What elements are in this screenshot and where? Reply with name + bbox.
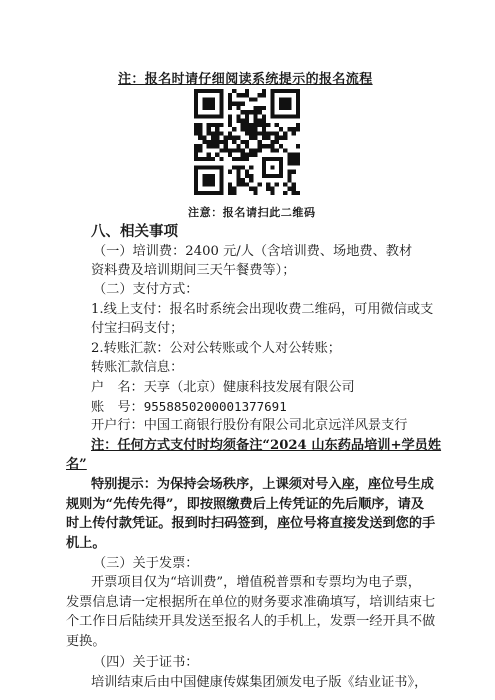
invoice-title: （三）关于发票： xyxy=(93,556,199,571)
bank-label: 开户行： xyxy=(91,418,144,433)
account-number-row xyxy=(91,399,287,416)
account-info-label: 转账汇款信息： xyxy=(91,360,184,375)
qr-code-caption: 注意：报名请扫此二维码 xyxy=(188,206,316,219)
account-name-row xyxy=(91,380,355,396)
fee-line-1: （一）培训费：2400 元/人（含培训费、场地费、教材 xyxy=(93,244,413,259)
payment-remark-line-1: 注：任何方式支付时均须备注“2024 山东药品培训+学员姓 xyxy=(91,438,442,453)
invoice-line-3: 个工作日后陆续开具发送至报名人的手机上，发票一经开具不做 xyxy=(66,614,436,629)
account-name-label: 户 名： xyxy=(91,380,144,395)
payment-online-line-2: 付宝扫码支付； xyxy=(91,321,184,336)
account-number-value: 955885020000137769​1 xyxy=(143,399,287,414)
payment-online-line-1: 1.线上支付：报名时系统会出现收费二维码，可用微信或支 xyxy=(91,302,434,317)
registration-notice: 注：报名时请仔细阅读系统提示的报名流程 xyxy=(118,72,373,87)
invoice-line-1: 开票项目仅为“培训费”，增值税普票和专票均为电子票， xyxy=(91,575,421,590)
registration-qr-code[interactable] xyxy=(194,89,300,195)
bank-row xyxy=(91,418,408,434)
account-number-label: 账 号： xyxy=(91,400,144,415)
tip-line-4: 机上。 xyxy=(66,536,106,551)
payment-title: （二）支付方式： xyxy=(93,282,199,297)
certificate-title: （四）关于证书： xyxy=(93,655,199,670)
tip-line-2: 规则为“先传先得”，即按照缴费后上传凭证的先后顺序，请及 xyxy=(66,497,425,512)
payment-transfer: 2.转账汇款：公对公转账或个人对公转账； xyxy=(91,341,341,356)
tip-line-3: 时上传付款凭证。报到时扫码签到，座位号将直接发送到您的手 xyxy=(66,516,436,531)
tip-line-1: 特别提示：为保持会场秩序，上课须对号入座，座位号生成 xyxy=(91,477,434,492)
invoice-line-2: 发票信息请一定根据所在单位的财务要求准确填写，培训结束七 xyxy=(66,595,436,610)
invoice-line-4: 更换。 xyxy=(66,634,106,649)
section-heading: 八、相关事项 xyxy=(91,223,178,240)
certificate-line-1: 培训结束后由中国健康传媒集团颁发电子版《结业证书》， xyxy=(91,675,428,690)
account-name-value: 天享（北京）健康科技发展有限公司 xyxy=(143,380,355,395)
payment-remark-line-2: 名” xyxy=(66,457,87,472)
bank-value: 中国工商银行股份有限公司北京远洋风景支行 xyxy=(143,418,408,433)
fee-line-2: 资料费及培训期间三天午餐费等）； xyxy=(91,263,296,278)
